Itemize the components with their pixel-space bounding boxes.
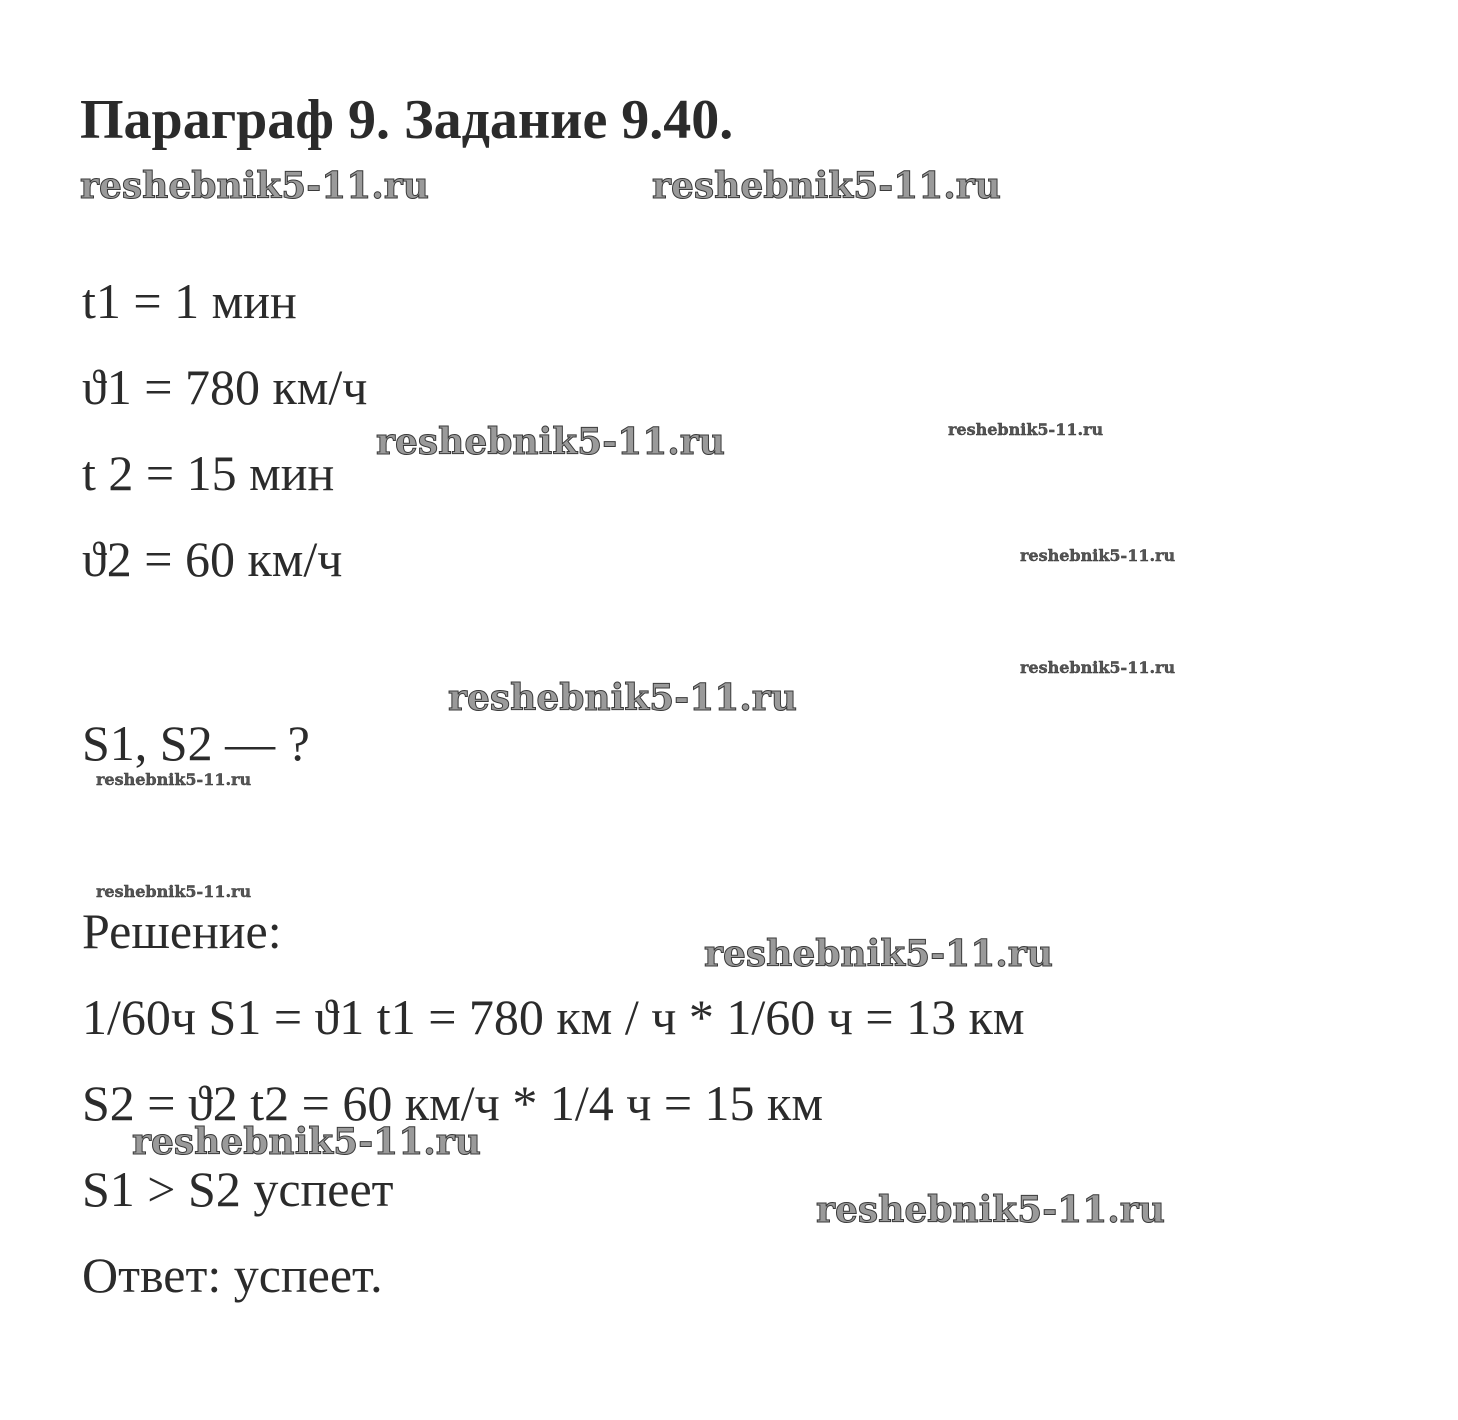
watermark: reshebnik5-11.ru	[448, 677, 797, 719]
watermark: reshebnik5-11.ru	[96, 882, 252, 901]
solution-line: 1/60ч S1 = ϑ1 t1 = 780 км / ч * 1/60 ч = 13 км	[82, 989, 1025, 1045]
solution-label: Решение:	[82, 903, 282, 959]
watermark: reshebnik5-11.ru	[1020, 546, 1176, 565]
watermark: reshebnik5-11.ru	[376, 421, 725, 463]
answer: Ответ: успеет.	[82, 1247, 383, 1303]
watermark: reshebnik5-11.ru	[652, 165, 1001, 207]
watermark: reshebnik5-11.ru	[96, 770, 252, 789]
watermark: reshebnik5-11.ru	[132, 1121, 481, 1163]
watermark: reshebnik5-11.ru	[948, 420, 1104, 439]
watermark: reshebnik5-11.ru	[80, 165, 429, 207]
given-line: t 2 = 15 мин	[82, 445, 335, 501]
given-line: ϑ1 = 780 км/ч	[82, 359, 368, 415]
given-line: ϑ2 = 60 км/ч	[82, 531, 343, 587]
watermark: reshebnik5-11.ru	[816, 1189, 1165, 1231]
solution-line: S2 = ϑ2 t2 = 60 км/ч * 1/4 ч = 15 км	[82, 1075, 823, 1131]
solution-line: S1 > S2 успеет	[82, 1161, 394, 1217]
question: S1, S2 — ?	[82, 715, 310, 771]
page-title: Параграф 9. Задание 9.40.	[80, 89, 734, 151]
watermark: reshebnik5-11.ru	[1020, 658, 1176, 677]
given-line: t1 = 1 мин	[82, 273, 297, 329]
watermark: reshebnik5-11.ru	[704, 933, 1053, 975]
